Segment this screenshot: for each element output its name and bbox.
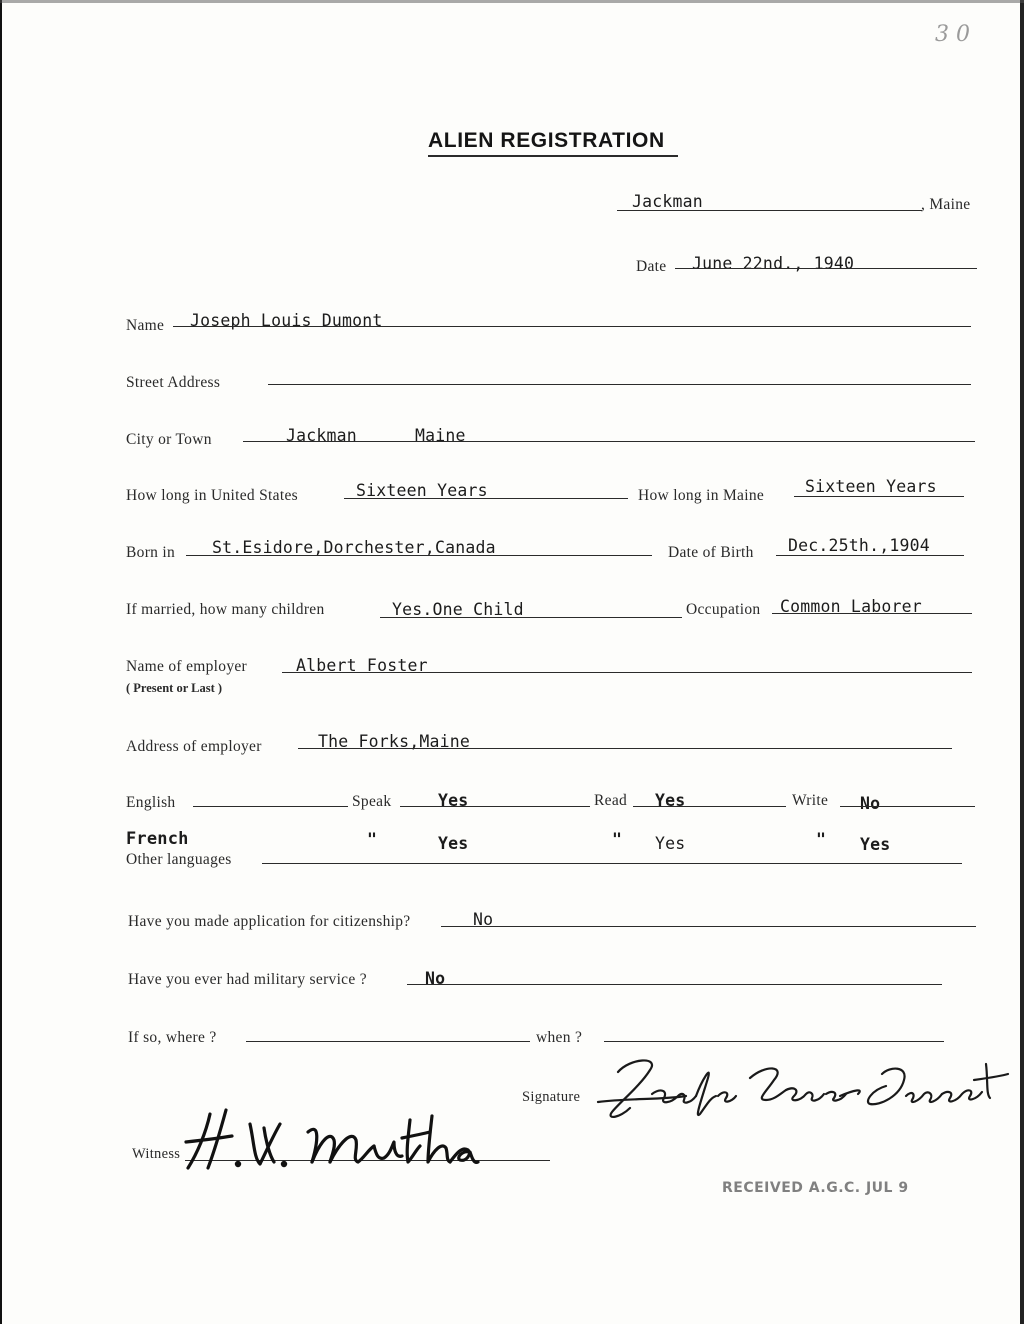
born-line	[186, 555, 652, 556]
write-label: Write	[792, 792, 829, 809]
witness-label: Witness	[132, 1146, 181, 1162]
when-line	[604, 1041, 944, 1042]
date-label: Date	[636, 258, 667, 275]
born-label: Born in	[126, 544, 176, 561]
read-label: Read	[594, 792, 628, 809]
occupation-line	[772, 613, 972, 614]
town-value: Jackman	[632, 192, 703, 211]
street-line	[268, 384, 971, 385]
read-line	[633, 806, 786, 807]
employer-address-line	[298, 748, 952, 749]
employer-address-value: The Forks,Maine	[318, 732, 471, 751]
date-value: June 22nd., 1940	[692, 254, 855, 273]
english-speak-value: Yes	[438, 791, 469, 810]
state-label: , Maine	[921, 196, 971, 213]
citizenship-value: No	[473, 910, 494, 929]
french-write-ditto: "	[816, 830, 827, 849]
town-line	[617, 210, 922, 211]
other-languages-label: Other languages	[126, 851, 232, 868]
employer-address-label: Address of employer	[126, 738, 262, 755]
born-value: St.Esidore,Dorchester,Canada	[212, 538, 496, 557]
employer-value: Albert Foster	[296, 656, 428, 675]
city-state-value: Maine	[415, 426, 466, 445]
maine-line	[794, 496, 964, 497]
us-value: Sixteen Years	[356, 481, 488, 500]
english-line	[193, 806, 348, 807]
english-label: English	[126, 794, 176, 811]
page-title: ALIEN REGISTRATION	[428, 129, 665, 152]
city-line	[243, 441, 975, 442]
french-write-value: Yes	[860, 835, 891, 854]
speak-label: Speak	[352, 793, 392, 810]
scan-edge-left	[0, 0, 2, 1324]
page-number: 3 0	[935, 22, 970, 47]
write-line	[840, 806, 975, 807]
signature-label: Signature	[522, 1089, 581, 1105]
citizenship-line	[441, 926, 976, 927]
french-speak-value: Yes	[438, 834, 469, 853]
french-speak-ditto: "	[367, 830, 378, 849]
name-line	[173, 326, 971, 327]
signature-image	[590, 1050, 1010, 1130]
children-value: Yes.One Child	[392, 600, 524, 619]
name-label: Name	[126, 317, 165, 334]
employer-line	[282, 672, 972, 673]
citizenship-label: Have you made application for citizenship?	[128, 913, 411, 930]
other-languages-line	[262, 863, 962, 864]
title-underline	[428, 155, 678, 157]
occupation-value: Common Laborer	[780, 597, 922, 616]
military-line	[407, 984, 942, 985]
city-value: Jackman	[286, 426, 357, 445]
where-label: If so, where ?	[128, 1029, 217, 1046]
city-label: City or Town	[126, 431, 212, 448]
occupation-label: Occupation	[686, 601, 761, 618]
where-line	[246, 1041, 530, 1042]
us-line	[344, 498, 628, 499]
french-label: French	[126, 829, 189, 849]
when-label: when ?	[536, 1029, 583, 1046]
dob-label: Date of Birth	[668, 544, 754, 561]
street-label: Street Address	[126, 374, 221, 391]
french-read-ditto: "	[612, 830, 623, 849]
scan-edge-right	[1020, 0, 1024, 1324]
military-label: Have you ever had military service ?	[128, 971, 367, 988]
french-read-value: Yes	[655, 834, 686, 853]
witness-signature-image	[180, 1102, 480, 1177]
military-value: No	[425, 969, 446, 988]
english-write-value: No	[860, 794, 881, 813]
children-label: If married, how many children	[126, 601, 325, 618]
scan-edge-top	[0, 0, 1024, 3]
dob-value: Dec.25th.,1904	[788, 536, 930, 555]
received-stamp: RECEIVED A.G.C. JUL 9	[722, 1180, 909, 1196]
speak-line	[400, 806, 590, 807]
us-label: How long in United States	[126, 487, 298, 504]
name-value: Joseph Louis Dumont	[190, 311, 383, 330]
maine-label: How long in Maine	[638, 487, 765, 504]
english-read-value: Yes	[655, 791, 686, 810]
employer-label: Name of employer	[126, 658, 248, 675]
employer-sub-label: ( Present or Last )	[126, 681, 223, 695]
dob-line	[776, 555, 964, 556]
children-line	[380, 617, 682, 618]
date-line	[675, 268, 977, 269]
maine-value: Sixteen Years	[805, 477, 937, 496]
